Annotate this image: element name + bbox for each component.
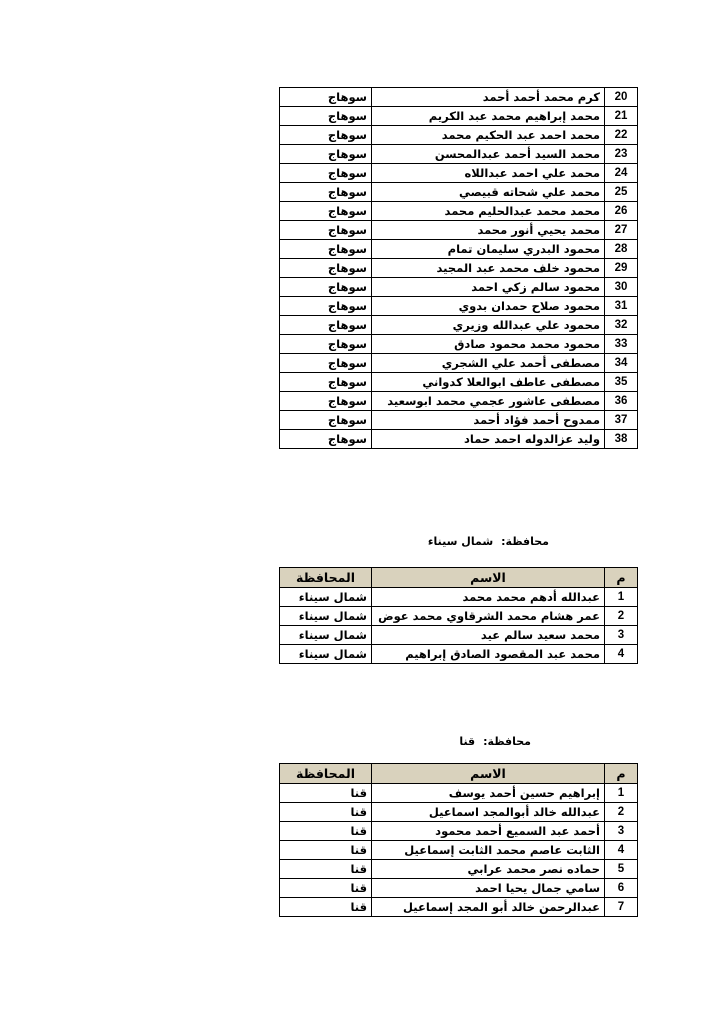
row-number: 22 (605, 126, 638, 145)
table-row (280, 278, 638, 297)
row-governorate: سوهاج (280, 335, 372, 354)
row-name: عبدالرحمن خالد أبو المجد إسماعيل (372, 898, 605, 917)
north-sinai-table-body (280, 588, 638, 664)
row-governorate: قنا (280, 898, 372, 917)
north-sinai-table (279, 567, 638, 664)
row-number: 32 (605, 316, 638, 335)
table-row (280, 316, 638, 335)
qena-table (279, 763, 638, 917)
row-number: 21 (605, 107, 638, 126)
row-name: محمود البدري سليمان تمام (372, 240, 605, 259)
row-number: 36 (605, 392, 638, 411)
table-row (280, 164, 638, 183)
row-name: محمد عبد المقصود الصادق إبراهيم (372, 645, 605, 664)
header-num: م (605, 764, 638, 784)
row-name: ممدوح أحمد فؤاد أحمد (372, 411, 605, 430)
row-number: 29 (605, 259, 638, 278)
row-governorate: سوهاج (280, 373, 372, 392)
table-row (280, 607, 638, 626)
row-name: محمد السيد أحمد عبدالمحسن (372, 145, 605, 164)
row-number: 28 (605, 240, 638, 259)
table-row (280, 822, 638, 841)
row-governorate: شمال سيناء (280, 588, 372, 607)
table-row (280, 784, 638, 803)
row-name: محمد احمد عبد الحكيم محمد (372, 126, 605, 145)
row-governorate: شمال سيناء (280, 645, 372, 664)
row-number: 4 (605, 841, 638, 860)
row-number: 27 (605, 221, 638, 240)
section-label: محافظة: (483, 735, 531, 748)
row-name: حماده نصر محمد عرابي (372, 860, 605, 879)
row-name: محمود سالم زكي احمد (372, 278, 605, 297)
section-label: محافظة: (501, 535, 549, 548)
row-number: 24 (605, 164, 638, 183)
row-number: 3 (605, 822, 638, 841)
table-row (280, 879, 638, 898)
row-name: وليد عزالدوله احمد حماد (372, 430, 605, 449)
row-name: سامي جمال يحيا احمد (372, 879, 605, 898)
table-row (280, 645, 638, 664)
row-name: مصطفى عاشور عجمي محمد ابوسعيد (372, 392, 605, 411)
row-name: محمود محمد محمود صادق (372, 335, 605, 354)
row-number: 5 (605, 860, 638, 879)
table-row (280, 898, 638, 917)
table-row (280, 860, 638, 879)
row-name: كرم محمد أحمد أحمد (372, 88, 605, 107)
table-row (280, 803, 638, 822)
table-row (280, 335, 638, 354)
row-governorate: قنا (280, 879, 372, 898)
section-governorate: شمال سيناء (427, 535, 494, 548)
north-sinai-section-title (428, 535, 549, 548)
row-name: محمد محمد عبدالحليم محمد (372, 202, 605, 221)
row-governorate: قنا (280, 803, 372, 822)
row-number: 1 (605, 588, 638, 607)
row-governorate: سوهاج (280, 107, 372, 126)
row-governorate: سوهاج (280, 183, 372, 202)
row-number: 4 (605, 645, 638, 664)
header-num: م (605, 568, 638, 588)
row-governorate: سوهاج (280, 126, 372, 145)
row-number: 38 (605, 430, 638, 449)
table-header-row (280, 568, 638, 588)
row-name: إبراهيم حسين أحمد يوسف (372, 784, 605, 803)
row-number: 26 (605, 202, 638, 221)
table-row (280, 259, 638, 278)
table-row (280, 88, 638, 107)
row-number: 34 (605, 354, 638, 373)
row-number: 7 (605, 898, 638, 917)
row-name: محمد سعيد سالم عيد (372, 626, 605, 645)
row-governorate: قنا (280, 860, 372, 879)
row-name: محمود علي عبدالله وزيري (372, 316, 605, 335)
row-governorate: سوهاج (280, 297, 372, 316)
row-name: محمد علي احمد عبداللاه (372, 164, 605, 183)
row-governorate: شمال سيناء (280, 626, 372, 645)
row-number: 1 (605, 784, 638, 803)
row-number: 2 (605, 803, 638, 822)
row-governorate: سوهاج (280, 278, 372, 297)
row-name: مصطفى عاطف ابوالعلا كدواني (372, 373, 605, 392)
sohag-table (279, 87, 638, 449)
row-number: 31 (605, 297, 638, 316)
row-name: محمد إبراهيم محمد عبد الكريم (372, 107, 605, 126)
row-name: محمد علي شحاته قبيصي (372, 183, 605, 202)
row-governorate: سوهاج (280, 145, 372, 164)
row-number: 25 (605, 183, 638, 202)
header-name: الاسم (372, 764, 605, 784)
row-number: 3 (605, 626, 638, 645)
table-row (280, 145, 638, 164)
row-name: أحمد عبد السميع أحمد محمود (372, 822, 605, 841)
row-governorate: سوهاج (280, 316, 372, 335)
table-row (280, 354, 638, 373)
row-number: 6 (605, 879, 638, 898)
table-row (280, 126, 638, 145)
row-name: مصطفى أحمد علي الشجري (372, 354, 605, 373)
table-row (280, 297, 638, 316)
row-name: الثابت عاصم محمد الثابت إسماعيل (372, 841, 605, 860)
qena-table-body (280, 784, 638, 917)
header-name: الاسم (372, 568, 605, 588)
table-row (280, 202, 638, 221)
table-row (280, 373, 638, 392)
table-row (280, 392, 638, 411)
row-governorate: شمال سيناء (280, 607, 372, 626)
header-gov: المحافظة (280, 568, 372, 588)
header-gov: المحافظة (280, 764, 372, 784)
row-governorate: سوهاج (280, 354, 372, 373)
row-governorate: سوهاج (280, 221, 372, 240)
row-governorate: سوهاج (280, 164, 372, 183)
row-number: 35 (605, 373, 638, 392)
row-governorate: سوهاج (280, 88, 372, 107)
row-governorate: سوهاج (280, 259, 372, 278)
table-header-row (280, 764, 638, 784)
row-governorate: قنا (280, 784, 372, 803)
sohag-table-body (280, 88, 638, 449)
row-number: 2 (605, 607, 638, 626)
row-name: محمد يحيي أنور محمد (372, 221, 605, 240)
row-name: محمود خلف محمد عبد المجيد (372, 259, 605, 278)
row-name: عبدالله خالد أبوالمجد اسماعيل (372, 803, 605, 822)
row-number: 23 (605, 145, 638, 164)
section-governorate: قنا (459, 735, 476, 748)
row-governorate: قنا (280, 841, 372, 860)
row-number: 30 (605, 278, 638, 297)
row-name: عبدالله أدهم محمد محمد (372, 588, 605, 607)
row-name: عمر هشام محمد الشرقاوي محمد عوض (372, 607, 605, 626)
row-number: 37 (605, 411, 638, 430)
row-governorate: سوهاج (280, 202, 372, 221)
row-name: محمود صلاح حمدان بدوي (372, 297, 605, 316)
table-row (280, 841, 638, 860)
table-row (280, 183, 638, 202)
table-row (280, 240, 638, 259)
row-governorate: سوهاج (280, 240, 372, 259)
table-row (280, 221, 638, 240)
row-governorate: سوهاج (280, 411, 372, 430)
table-row (280, 626, 638, 645)
table-row (280, 107, 638, 126)
table-row (280, 430, 638, 449)
row-governorate: سوهاج (280, 430, 372, 449)
row-number: 20 (605, 88, 638, 107)
row-governorate: سوهاج (280, 392, 372, 411)
table-row (280, 411, 638, 430)
qena-section-title (459, 735, 531, 748)
table-row (280, 588, 638, 607)
row-number: 33 (605, 335, 638, 354)
row-governorate: قنا (280, 822, 372, 841)
